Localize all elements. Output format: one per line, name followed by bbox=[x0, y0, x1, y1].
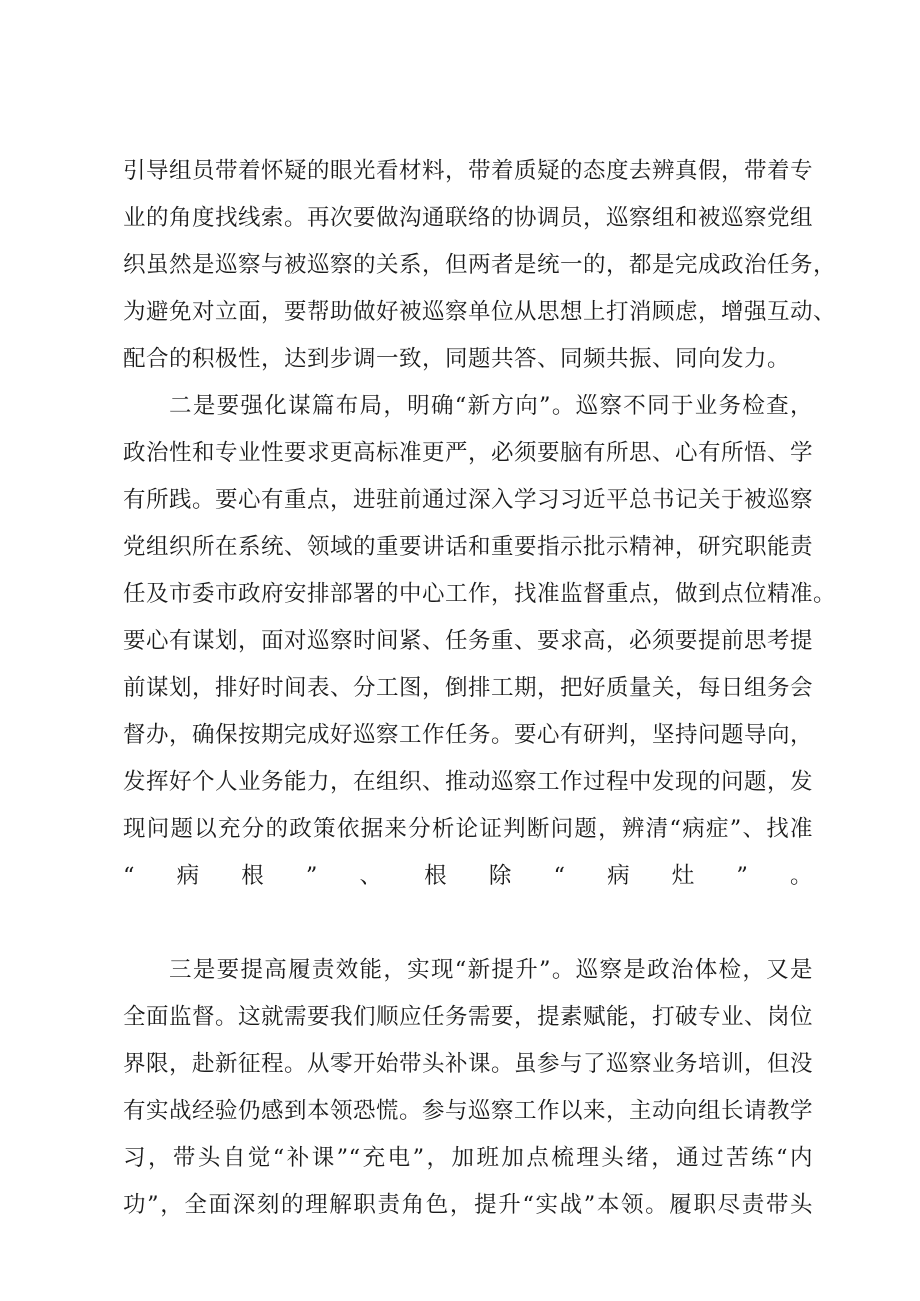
text-line: 配合的积极性，达到步调一致，同题共答、同频共振、同向发力。 bbox=[123, 346, 791, 372]
text-line: 织虽然是巡察与被巡察的关系，但两者是统一的，都是完成政治任务， bbox=[123, 252, 837, 278]
text-line: 功”，全面深刻的理解职责角色，提升“实战”本领。履职尽责带头 bbox=[123, 1192, 813, 1218]
text-line: 政治性和专业性要求更高标准更严，必须要脑有所思、心有所悟、学 bbox=[123, 440, 814, 466]
text-line: 引导组员带着怀疑的眼光看材料，带着质疑的态度去辨真假，带着专 bbox=[123, 158, 814, 184]
text-line: 全面监督。这就需要我们顺应任务需要，提素赋能，打破专业、岗位 bbox=[123, 1004, 814, 1030]
text-line: 现问题以充分的政策依据来分析论证判断问题，辨清“病症”、找准 bbox=[123, 816, 813, 842]
text-line: “病根”、根除“病灶”。 bbox=[123, 863, 813, 889]
text-line: 习，带头自觉“补课”“充电”，加班加点梳理头绪，通过苦练“内 bbox=[123, 1145, 813, 1171]
text-line: 前谋划，排好时间表、分工图，倒排工期，把好质量关，每日组务会 bbox=[123, 675, 814, 701]
text-line: 有实战经验仍感到本领恐慌。参与巡察工作以来，主动向组长请教学 bbox=[123, 1098, 814, 1124]
text-line: 要心有谋划，面对巡察时间紧、任务重、要求高，必须要提前思考提 bbox=[123, 628, 814, 654]
text-line: 有所践。要心有重点，进驻前通过深入学习习近平总书记关于被巡察 bbox=[123, 487, 814, 513]
text-line: 任及市委市政府安排部署的中心工作，找准监督重点，做到点位精准。 bbox=[123, 581, 837, 607]
paragraph-first-line: 三是要提高履责效能，实现“新提升”。巡察是政治体检，又是 bbox=[169, 957, 813, 983]
text-line: 业的角度找线索。再次要做沟通联络的协调员，巡察组和被巡察党组 bbox=[123, 205, 814, 231]
text-line: 界限，赴新征程。从零开始带头补课。虽参与了巡察业务培训，但没 bbox=[123, 1051, 814, 1077]
text-line: 督办，确保按期完成好巡察工作任务。要心有研判，坚持问题导向， bbox=[123, 722, 814, 748]
text-line: 发挥好个人业务能力，在组织、推动巡察工作过程中发现的问题，发 bbox=[123, 769, 814, 795]
body-text bbox=[123, 148, 837, 1229]
text-line bbox=[123, 900, 813, 947]
text-line: 党组织所在系统、领域的重要讲话和重要指示批示精神，研究职能责 bbox=[123, 534, 814, 560]
paragraph-first-line: 二是要强化谋篇布局，明确“新方向”。巡察不同于业务检查， bbox=[169, 393, 813, 419]
text-line: 为避免对立面，要帮助做好被巡察单位从思想上打消顾虑，增强互动、 bbox=[123, 299, 837, 325]
